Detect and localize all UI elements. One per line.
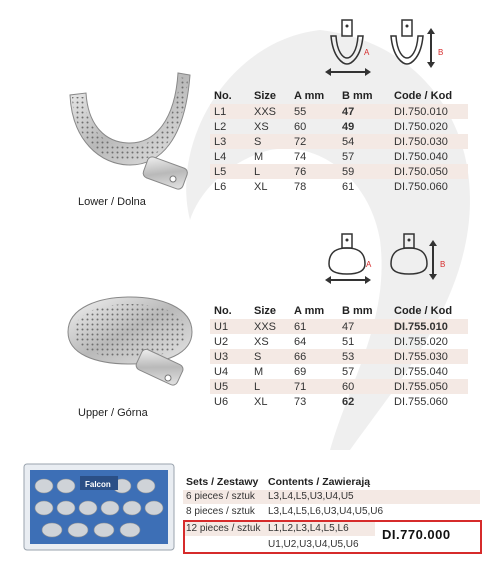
header-code: Code / Kod	[394, 90, 453, 102]
cell-size: L	[250, 164, 290, 179]
upper-label: Upper / Górna	[78, 407, 148, 419]
cell-code: DI.755.040	[394, 365, 448, 378]
cell-size: S	[250, 134, 290, 149]
table-row	[210, 379, 468, 394]
cell-no: L5	[210, 164, 250, 179]
cell-b: 53	[338, 349, 390, 364]
cell-no: U2	[214, 335, 229, 348]
cell-code: DI.750.040	[394, 150, 448, 163]
cell-a: 55	[290, 104, 338, 119]
cell-a: 66	[290, 349, 338, 364]
set-row-6	[183, 490, 480, 504]
table-row	[210, 319, 468, 334]
lower-spec-table	[210, 88, 468, 194]
dim-a-label-upper: A	[366, 260, 372, 269]
lower-tray-image	[60, 65, 200, 200]
cell-size: M	[254, 150, 264, 163]
cell-a: 60	[294, 120, 307, 133]
cell-b: 49	[342, 120, 355, 133]
cell-code: DI.755.030	[390, 349, 468, 364]
cell-no: U3	[210, 349, 250, 364]
cell-no: L1	[210, 104, 250, 119]
cell-a: 64	[294, 335, 307, 348]
cell-a: 69	[294, 365, 307, 378]
cell-a: 76	[290, 164, 338, 179]
cell-a: 74	[294, 150, 307, 163]
cell-no: L3	[210, 134, 250, 149]
cell-size: XS	[254, 120, 269, 133]
cell-size: S	[250, 349, 290, 364]
lower-label: Lower / Dolna	[78, 196, 146, 208]
cell-a: 72	[290, 134, 338, 149]
table-row	[210, 364, 468, 379]
set-contents: L1,L2,L3,L4,L5,L6	[268, 523, 349, 534]
upper-spec-table	[210, 303, 468, 409]
cell-code: DI.750.020	[394, 120, 448, 133]
dim-b-label-lower: B	[438, 48, 444, 57]
table-row	[210, 394, 468, 409]
cell-a: 71	[290, 379, 338, 394]
cell-size: M	[254, 365, 264, 378]
set-contents: L3,L4,L5,U3,U4,U5	[268, 491, 354, 502]
header-code: Code / Kod	[394, 305, 453, 317]
table-header	[210, 303, 468, 319]
table-row	[210, 349, 468, 364]
header-no: No.	[214, 305, 232, 317]
set-contents: L3,L4,L5,L6,U3,U4,U5,U6	[268, 506, 384, 517]
cell-no: L6	[214, 180, 227, 193]
cell-b: 47	[338, 319, 390, 334]
header-a: A mm	[294, 305, 325, 317]
cell-code: DI.755.050	[390, 379, 468, 394]
cell-code: DI.750.050	[390, 164, 468, 179]
cell-b: 54	[338, 134, 390, 149]
cell-a: 61	[290, 319, 338, 334]
cell-code: DI.750.060	[394, 180, 448, 193]
header-no: No.	[214, 90, 232, 102]
dim-a-label-lower: A	[364, 48, 370, 57]
cell-code: DI.755.060	[394, 395, 448, 408]
lower-dimension-diagram	[325, 18, 445, 78]
cell-code: DI.750.010	[390, 104, 468, 119]
contents-header: Contents / Zawierają	[268, 476, 371, 488]
cell-code: DI.755.020	[394, 335, 448, 348]
cell-b: 60	[338, 379, 390, 394]
set-code: DI.770.000	[382, 527, 451, 542]
cell-a: 73	[294, 395, 307, 408]
cell-no: U5	[210, 379, 250, 394]
cell-b: 51	[342, 335, 355, 348]
cell-b: 62	[342, 395, 355, 408]
header-size: Size	[254, 305, 277, 317]
sets-header: Sets / Zestawy	[186, 476, 259, 488]
table-row	[210, 134, 468, 149]
header-b: B mm	[342, 305, 373, 317]
set-row-8	[183, 505, 480, 519]
header-size: Size	[254, 90, 277, 102]
dim-b-label-upper: B	[440, 260, 446, 269]
cell-b: 59	[338, 164, 390, 179]
cell-size: L	[250, 379, 290, 394]
cell-b: 47	[338, 104, 390, 119]
cell-no: L2	[214, 120, 227, 133]
set-label: 8 pieces / sztuk	[186, 506, 255, 517]
cell-size: XXS	[250, 104, 290, 119]
box-brand-label: Falcon	[85, 480, 111, 489]
tray-set-box-image	[22, 462, 177, 554]
table-row	[210, 164, 468, 179]
header-b: B mm	[342, 90, 373, 102]
header-a: A mm	[294, 90, 325, 102]
table-row	[210, 179, 468, 194]
cell-size: XS	[254, 335, 269, 348]
cell-code: DI.750.030	[390, 134, 468, 149]
cell-no: L4	[214, 150, 227, 163]
cell-b: 57	[342, 150, 355, 163]
cell-no: U4	[214, 365, 229, 378]
cell-no: U6	[214, 395, 229, 408]
cell-b: 61	[342, 180, 355, 193]
cell-code: DI.755.010	[390, 319, 468, 334]
cell-size: XL	[254, 180, 268, 193]
cell-no: U1	[210, 319, 250, 334]
cell-b: 57	[342, 365, 355, 378]
upper-dimension-diagram	[325, 232, 445, 286]
table-row	[210, 104, 468, 119]
table-row	[210, 149, 468, 164]
set-label: 12 pieces / sztuk	[186, 523, 261, 534]
upper-tray-image	[60, 292, 200, 402]
table-header	[210, 88, 468, 104]
table-row	[210, 334, 468, 349]
set-label: 6 pieces / sztuk	[186, 491, 255, 502]
cell-a: 78	[294, 180, 307, 193]
table-row	[210, 119, 468, 134]
set-contents-line2: U1,U2,U3,U4,U5,U6	[268, 539, 359, 550]
cell-size: XL	[254, 395, 268, 408]
cell-size: XXS	[250, 319, 290, 334]
